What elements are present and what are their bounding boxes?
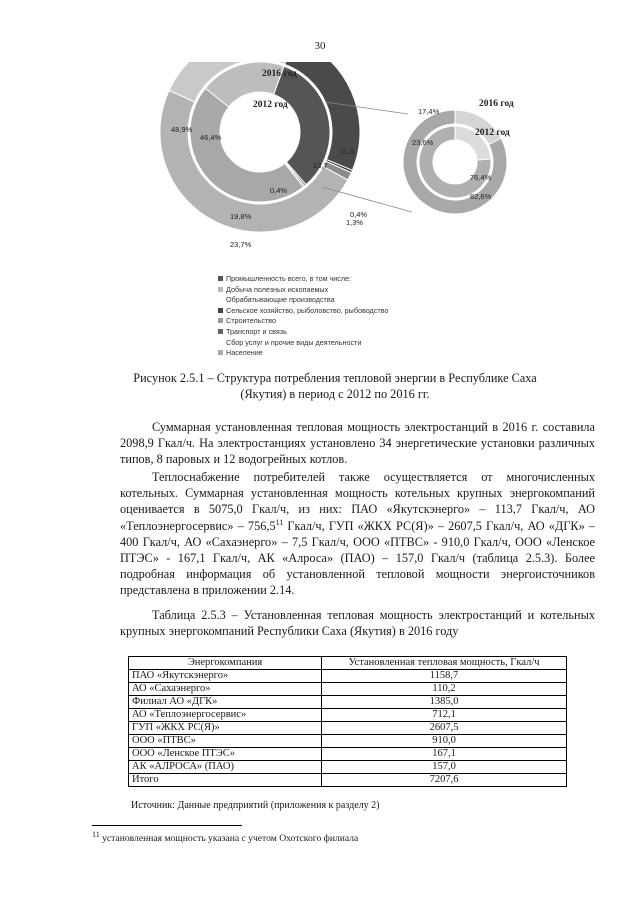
data-label-manufacturing-2012: 76,4%: [470, 173, 492, 182]
data-label-population-2016: 48,9%: [171, 125, 193, 134]
legend-item: [218, 327, 478, 338]
caption-line-1: Рисунок 2.5.1 – Структура потребления тепловой энергии в Республике Саха: [133, 371, 537, 385]
capacity-table: [128, 656, 567, 787]
table-cell-company: ПАО «Якутскэнерго»: [129, 670, 322, 683]
table-cell-capacity: 2607,5: [322, 722, 567, 735]
legend-label: Обрабатывающие производства: [226, 295, 335, 305]
data-label-mining-2012: 23,6%: [412, 138, 434, 147]
footnote: [92, 829, 359, 844]
data-label-industry-2012: 11,8: [340, 147, 355, 156]
main-year-label-inner: 2012 год: [253, 100, 288, 110]
legend-item: [218, 306, 478, 317]
table-cell-capacity: 712,1: [322, 709, 567, 722]
footnote-reference[interactable]: 11: [275, 517, 284, 527]
page-number: 30: [314, 40, 326, 52]
table-cell-company: Филиал АО «ДГК»: [129, 696, 322, 709]
data-label-population-2012: 46,4%: [200, 133, 222, 142]
footnote-text: установленная мощность указана с учетом Охотского филиала: [99, 833, 359, 844]
legend-item: [218, 348, 478, 359]
table-cell-company: ООО «ПТВС»: [129, 735, 322, 748]
footnote-separator: [92, 825, 242, 826]
table-header-company: Энергокомпания: [129, 657, 322, 670]
legend-label: Промышленность всего, в том числе:: [226, 274, 352, 283]
paragraph-heat-supply-part-2: Гкал/ч, ГУП «ЖКХ РС(Я)» – 2607,5 Гкал/ч, АО «ДГК» – 400 Гкал/ч, АО «Сахаэнерго» – 7,5 Гкал/ч, ООО «ПТВС» - 910,0 Гкал/ч, ООО «Ленское ПТЭС» - 167,1 Гкал/ч, АК «Алроса» (ПАО) – 157,0 Гкал/ч (таблица 2.5.3). Более подробная информация об установленной тепловой мощности энергоисточников представлена в приложении 2.14.: [120, 518, 595, 598]
legend-label: Добыча полезных ископаемых: [226, 284, 329, 294]
figure-caption: [115, 370, 555, 402]
paragraph-capacity: Суммарная установленная тепловая мощность электростанций в 2016 г. составила 2098,9 Гкал/ч. На электростанциях установлено 34 энергетические установки различных типов, 8 паровых и 12 водогрейных котлов.: [120, 420, 595, 467]
table-cell-capacity: 1385,0: [322, 696, 567, 709]
table-cell-capacity: 910,0: [322, 735, 567, 748]
table-row: [129, 670, 567, 683]
table-row: [129, 683, 567, 696]
legend-label: Транспорт и связь: [226, 326, 287, 336]
data-label-transport-2012: 19,8%: [230, 212, 252, 221]
caption-line-2: (Якутия) в период с 2012 по 2016 гг.: [240, 387, 430, 401]
main-year-label-outer: 2016 год: [262, 69, 297, 79]
legend-label: Население: [226, 348, 263, 358]
table-row: [129, 748, 567, 761]
data-label-agriculture-2016: 0,4%: [350, 210, 368, 219]
table-cell-company: АО «Теплоэнергосервис»: [129, 709, 322, 722]
data-label-manufacturing-2016: 82,6%: [470, 192, 492, 201]
table-row: [129, 709, 567, 722]
table-cell-capacity: 1158,7: [322, 670, 567, 683]
legend-item: [218, 274, 478, 285]
legend-swatch: [218, 329, 223, 334]
table-cell-company: АО «Сахаэнерго»: [129, 683, 322, 696]
secondary-year-label-outer: 2016 год: [479, 99, 514, 109]
paragraph-heat-supply-part-1: Теплоснабжение потребителей также осуществляется от многочисленных котельных. Суммарная установленная мощность котельных крупных энергокомпаний оценивается в 5075,0 Гкал/ч, из них: ПАО «Якутскэнерго» – 113,7 Гкал/ч, АО «Теплоэнергосервис» – 756,5: [120, 470, 595, 533]
legend-swatch: [218, 340, 223, 345]
table-cell-capacity: 7207,6: [322, 774, 567, 787]
table-cell-company: Итого: [129, 774, 322, 787]
table-cell-capacity: 167,1: [322, 748, 567, 761]
secondary-doughnut-chart: [403, 110, 507, 214]
secondary-year-label-inner: 2012 год: [475, 128, 510, 138]
table-row: [129, 735, 567, 748]
legend-swatch: [218, 350, 223, 355]
table-cell-capacity: 110,2: [322, 683, 567, 696]
table-cell-capacity: 157,0: [322, 761, 567, 774]
legend-item: [218, 316, 478, 327]
table-row: [129, 774, 567, 787]
legend-swatch: [218, 287, 223, 292]
legend-swatch: [218, 308, 223, 313]
legend-item: [218, 285, 478, 296]
table-row: [129, 722, 567, 735]
data-label-mining-2016: 17,4%: [418, 107, 440, 116]
connector-line: [322, 187, 412, 212]
data-label-industry-2016: 13,7: [313, 161, 328, 170]
main-doughnut-chart: [150, 62, 388, 260]
legend-label: Сельское хозяйство, рыболовство, рыбоводство: [226, 305, 389, 315]
legend-swatch: [218, 318, 223, 323]
table-source-note: Источник: Данные предприятий (приложения к разделу 2): [131, 800, 380, 811]
legend-swatch: [218, 276, 223, 281]
data-label-transport-2016: 23,7%: [230, 240, 252, 249]
legend-item: [218, 295, 478, 306]
table-row: [129, 761, 567, 774]
data-label-construction-2016: 1,3%: [346, 218, 364, 227]
table-title: Таблица 2.5.3 – Установленная тепловая мощность электростанций и котельных крупных энергокомпаний Республики Саха (Якутия) в 2016 году: [120, 608, 595, 639]
chart-legend: [218, 274, 478, 359]
table-header-row: [129, 657, 567, 670]
table-row: [129, 696, 567, 709]
legend-label: Строительство: [226, 316, 277, 326]
table-cell-company: АК «АЛРОСА» (ПАО): [129, 761, 322, 774]
data-label-agriculture-2012: 0,4%: [270, 186, 288, 195]
legend-label: Сбор услуг и прочие виды деятельности: [226, 337, 362, 347]
table-cell-company: ГУП «ЖКХ РС(Я)»: [129, 722, 322, 735]
legend-item: [218, 338, 478, 349]
legend-swatch: [218, 297, 223, 302]
consumption-structure-chart: [150, 62, 530, 262]
footnote-number: 11: [92, 829, 100, 839]
table-cell-company: ООО «Ленское ПТЭС»: [129, 748, 322, 761]
table-header-capacity: Установленная тепловая мощность, Гкал/ч: [322, 657, 567, 670]
paragraph-heat-supply: [120, 469, 595, 599]
